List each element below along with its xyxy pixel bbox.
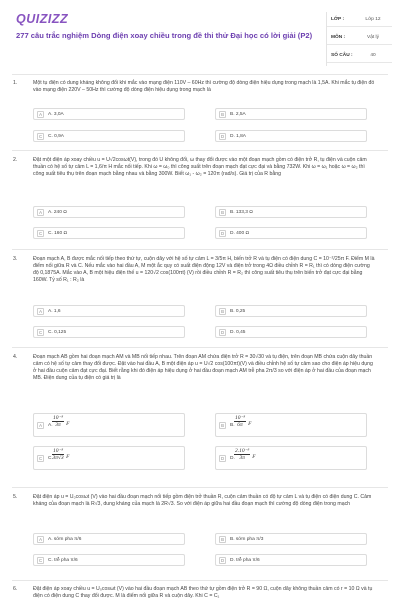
option-letter-a: A	[37, 422, 44, 429]
document-title: 277 câu trắc nghiệm Dòng điện xoay chiều trong đề thi thử Đại học có lời giải (P2)	[16, 31, 313, 40]
option-text: A. 3,0A	[48, 111, 64, 117]
option-a[interactable]	[33, 206, 185, 218]
option-d[interactable]	[215, 326, 367, 338]
option-letter-b: B	[219, 422, 226, 429]
option-letter-d: D	[220, 456, 225, 461]
divider	[12, 580, 388, 581]
option-d[interactable]	[215, 130, 367, 142]
option-a[interactable]	[33, 413, 185, 437]
fraction: 10⁻³ 3π F	[53, 415, 70, 428]
option-a[interactable]	[33, 533, 185, 545]
meta-label: SỐ CÂU :	[331, 52, 353, 58]
option-text: B. 2,5A	[230, 111, 246, 117]
option-d[interactable]	[215, 446, 367, 470]
meta-table	[326, 12, 392, 66]
option-b[interactable]	[215, 413, 367, 437]
option-text: B.	[230, 422, 235, 428]
option-text: B. 133,3 Ω	[230, 209, 253, 215]
option-b[interactable]	[215, 305, 367, 317]
question-number: 3.	[13, 256, 18, 262]
option-letter-d: D	[220, 330, 225, 335]
meta-value: 40	[370, 52, 376, 58]
option-letter-c: C	[38, 134, 43, 139]
divider	[12, 347, 388, 348]
option-text: C. 0,125	[48, 329, 67, 335]
meta-row-subject	[327, 30, 392, 45]
option-text: A.	[48, 422, 53, 428]
meta-label: MÔN :	[331, 34, 346, 40]
option-text: D. 400 Ω	[230, 230, 250, 236]
option-a[interactable]	[33, 305, 185, 317]
option-letter-d: D	[220, 134, 225, 139]
option-text: D. trễ pha π/6	[230, 557, 260, 563]
option-letter-a: A	[37, 209, 44, 216]
option-letter-d: D	[220, 231, 225, 236]
option-text: C. trễ pha π/6	[48, 557, 78, 563]
divider	[12, 74, 388, 75]
divider	[12, 249, 388, 250]
option-c[interactable]	[33, 446, 185, 470]
option-letter-c: C	[38, 456, 43, 461]
fraction: 2.10⁻³ 3π F	[235, 448, 256, 461]
option-letter-b: B	[219, 111, 226, 118]
option-text: C.	[48, 455, 53, 461]
question-text: Đoạn mạch A, B được mắc nối tiếp theo thứ tự, cuộn dây với hệ số tự cảm L = 3/5π H, biến trở R và tụ điện có điện dung C = 10⁻²/25π F. Điểm M là điểm nối giữa R và C. Nếu mắc vào hai đầu A, M một ắc quy có suất điện động 12V và điện trở trong 4Ω điều chỉnh R = R₁ thì có dòng điện cường độ 0,1875A. Mắc vào A, B một hiệu điện thế u = 120√2 cos(100πt) (V) rồi điều chỉnh R = R₂ thì công suất tiêu thụ trên biến trở đạt cực đại bằng 160W. Tỷ số R₁ : R₂ là	[33, 256, 375, 283]
option-a[interactable]	[33, 108, 185, 120]
quizizz-logo: QUIZIZZ	[16, 12, 69, 26]
question-text: Một tụ điện có dung kháng không đổi khi mắc vào mạng điện 110V – 60Hz thì cường độ dòng điện hiệu dụng trong mạch là 1,5A. Khi mắc tụ điện đó vào mạng điện 220V – 50Hz thì cường độ dòng điện hiệu dụng trong mạch là	[33, 80, 375, 93]
meta-row-count	[327, 48, 392, 63]
meta-row-class	[327, 12, 392, 27]
divider	[12, 487, 388, 488]
option-letter-a: A	[37, 111, 44, 118]
page-header	[0, 0, 400, 66]
option-text: D. 1,8A	[230, 133, 246, 139]
option-letter-a: A	[37, 536, 44, 543]
question-number: 1.	[13, 80, 18, 86]
question-text: Đặt điện áp u = U₀cosωt (V) vào hai đầu đoạn mạch nối tiếp gồm điện trở thuần R, cuộn cảm thuần có độ tự cảm L và tụ điện có điện dung C. Cảm kháng của đoạn mạch là R√3, dung kháng của mạch là 2R√3. So với điện áp giữa hai đầu đoạn mạch thì cường độ dòng điện trong mạch	[33, 494, 372, 507]
option-letter-d: D	[220, 558, 225, 563]
fraction: 10⁻³ 6π F	[235, 415, 252, 428]
option-b[interactable]	[215, 533, 367, 545]
option-letter-b: B	[219, 536, 226, 543]
question-text: Đặt điện áp xoay chiều u = U₀cosωt (V) vào hai đầu đoạn mạch AB theo thứ tự gồm điện trở R = 90 Ω, cuộn dây không thuần cảm có r = 10 Ω và tụ điện có điện dung C thay đổi được. M là điểm nối giữa R và cuộn dây. Khi C = C₁	[33, 586, 373, 599]
fraction: 10⁻³ 3π√3 F	[52, 448, 70, 461]
meta-value: Lớp 12	[365, 16, 381, 22]
option-letter-a: A	[37, 308, 44, 315]
question-number: 6.	[13, 586, 18, 592]
option-b[interactable]	[215, 108, 367, 120]
question-number: 2.	[13, 157, 18, 163]
question-number: 5.	[13, 494, 18, 500]
option-text: B. sớm pha π/3	[230, 536, 264, 542]
option-c[interactable]	[33, 227, 185, 239]
option-c[interactable]	[33, 130, 185, 142]
option-text: A. 240 Ω	[48, 209, 67, 215]
option-letter-b: B	[219, 308, 226, 315]
option-letter-c: C	[38, 330, 43, 335]
option-text: B. 0,25	[230, 308, 246, 314]
meta-label: LỚP :	[331, 16, 345, 22]
option-letter-c: C	[38, 231, 43, 236]
question-text: Đoạn mạch AB gồm hai đoạn mạch AM và MB nối tiếp nhau. Trên đoạn AM chứa điện trở R = 30√30 và tụ điện, trên đoạn MB chứa cuộn dây thuần cảm có hệ số tự cảm thay đổi được. Đặt vào hai đầu A, B một điện áp u = U√2 cos(100πt)(V) và điều chỉnh hệ số tự cảm sao cho điện áp hiệu dụng ở hai đầu cuộn cảm đạt cực đại. Biết rằng khi đó điện áp hiệu dụng ở hai đầu đoạn mạch AM trễ pha 2π/3 so với điện áp ở hai đầu của đoạn mạch MB. Điện dung của tụ điện có giá trị là	[33, 354, 373, 381]
option-text: A. sớm pha π/6	[48, 536, 82, 542]
option-c[interactable]	[33, 554, 185, 566]
option-c[interactable]	[33, 326, 185, 338]
option-d[interactable]	[215, 554, 367, 566]
option-letter-b: B	[219, 209, 226, 216]
divider	[12, 150, 388, 151]
option-text: A. 1,6	[48, 308, 61, 314]
option-d[interactable]	[215, 227, 367, 239]
option-text: D.	[230, 455, 235, 461]
option-b[interactable]	[215, 206, 367, 218]
option-text: C. 160 Ω	[48, 230, 68, 236]
option-letter-c: C	[38, 558, 43, 563]
question-number: 4.	[13, 354, 18, 360]
meta-value: Vật lý	[367, 34, 379, 40]
option-text: D. 0,45	[230, 329, 246, 335]
option-text: C. 0,9A	[48, 133, 64, 139]
question-text: Đặt một điện áp xoay chiều u = U√2cosωt(V), trong đó U không đổi, ω thay đổi được vào một đoạn mạch gồm có điện trở R, tụ điện và cuộn cảm thuần có hệ số tự cảm L = 1,6/π H mắc nối tiếp. Khi ω = ω₀ thì công suất trên đoạn mạch đạt cực đại và bằng 732W. Khi ω = ω₁ hoặc ω = ω₂ thì công suất tiêu thụ trên đoạn mạch bằng nhau và bằng 300W. Biết ω₁ - ω₂ = 120π (rad/s). Giá trị của R bằng	[33, 157, 367, 177]
